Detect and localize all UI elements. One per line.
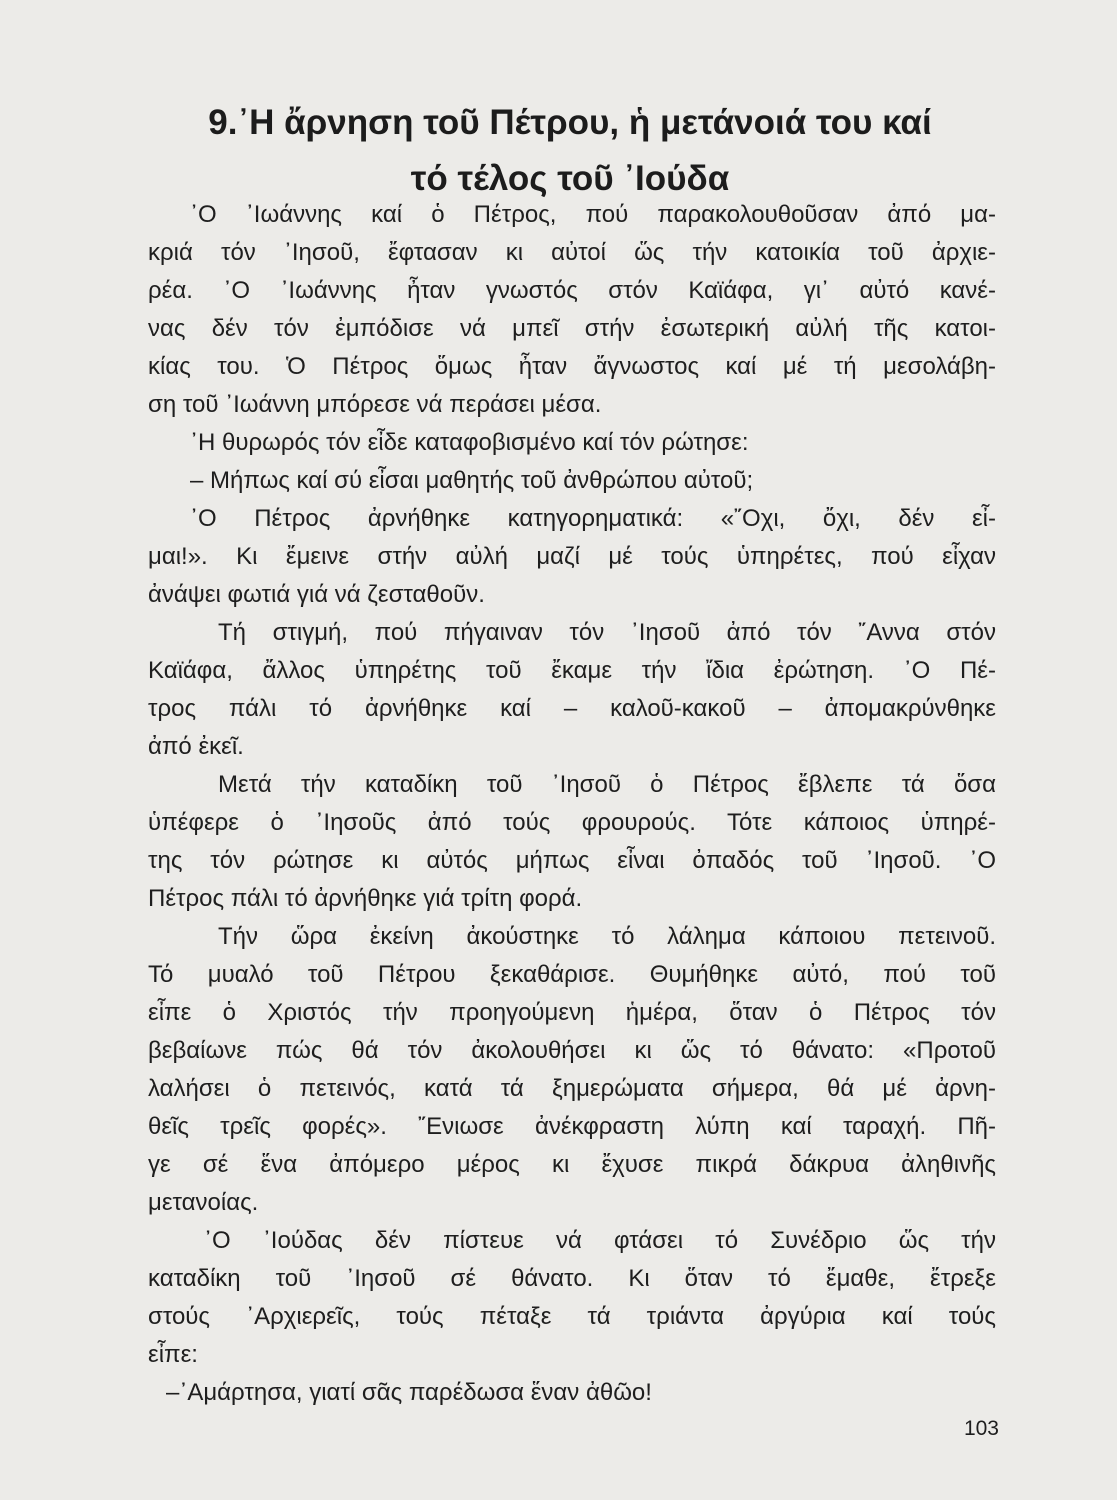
text-line: θεῖς τρεῖς φορές». ῎Ενιωσε ἀνέκφραστη λύπη καί ταραχή. Πῆ-	[148, 1113, 996, 1140]
paragraph	[148, 500, 996, 614]
chapter-title-line-2: τό τέλος τοῦ ᾽Ιούδα	[410, 159, 730, 198]
text-line: νας δέν τόν ἐμπόδισε νά μπεῖ στήν ἐσωτερική αὐλή τῆς κατοι-	[148, 315, 996, 342]
text-line: Τή στιγμή, πού πήγαιναν τόν ᾽Ιησοῦ ἀπό τόν ῎Αννα στόν	[218, 619, 996, 646]
paragraph	[148, 766, 996, 918]
text-line: ση τοῦ ᾽Ιωάννη μπόρεσε νά περάσει μέσα.	[148, 391, 602, 418]
text-line: Τό μυαλό τοῦ Πέτρου ξεκαθάρισε. Θυμήθηκε αὐτό, πού τοῦ	[148, 961, 996, 988]
text-line: ᾽Ο Πέτρος ἀρνήθηκε κατηγορηματικά: «῎Οχι, ὄχι, δέν εἶ-	[190, 505, 996, 532]
text-line: μαι!». Κι ἔμεινε στήν αὐλή μαζί μέ τούς ὑπηρέτες, πού εἶχαν	[148, 543, 996, 570]
text-line: στούς ᾽Αρχιερεῖς, τούς πέταξε τά τριάντα ἀργύρια καί τούς	[148, 1303, 996, 1330]
text-line: ᾽Ο ᾽Ιωάννης καί ὁ Πέτρος, πού παρακολουθοῦσαν ἀπό μα-	[190, 201, 996, 228]
text-line: – Μήπως καί σύ εἶσαι μαθητής τοῦ ἀνθρώπου αὐτοῦ;	[190, 467, 754, 494]
text-line: Πέτρος πάλι τό ἀρνήθηκε γιά τρίτη φορά.	[148, 885, 583, 912]
text-line: Τήν ὥρα ἐκείνη ἀκούστηκε τό λάλημα κάποιου πετεινοῦ.	[218, 923, 996, 950]
text-line: ἀπό ἐκεῖ.	[148, 733, 244, 760]
body-text	[148, 196, 996, 1412]
paragraph	[148, 462, 996, 500]
text-line: κίας του. Ὁ Πέτρος ὅμως ἦταν ἄγνωστος καί μέ τή μεσολάβη-	[148, 353, 996, 380]
text-line: εἶπε ὁ Χριστός τήν προηγούμενη ἡμέρα, ὅταν ὁ Πέτρος τόν	[148, 999, 996, 1026]
chapter-title-line-1: 9.᾽Η ἄρνηση τοῦ Πέτρου, ἡ μετάνοιά του καί	[208, 103, 932, 142]
text-line: καταδίκη τοῦ ᾽Ιησοῦ σέ θάνατο. Κι ὅταν τό ἔμαθε, ἔτρεξε	[148, 1265, 996, 1292]
paragraph	[148, 196, 996, 424]
text-line: τρος πάλι τό ἀρνήθηκε καί – καλοῦ-κακοῦ – ἀπομακρύνθηκε	[148, 695, 996, 722]
text-line: βεβαίωνε πώς θά τόν ἀκολουθήσει κι ὥς τό θάνατο: «Προτοῦ	[148, 1037, 996, 1064]
text-line: γε σέ ἕνα ἀπόμερο μέρος κι ἔχυσε πικρά δάκρυα ἀληθινῆς	[148, 1151, 996, 1178]
paragraph	[148, 614, 996, 766]
paragraph	[148, 1374, 996, 1412]
text-line: ἀνάψει φωτιά γιά νά ζεσταθοῦν.	[148, 581, 485, 608]
text-line: Καϊάφα, ἄλλος ὑπηρέτης τοῦ ἔκαμε τήν ἴδια ἐρώτηση. ᾽Ο Πέ-	[148, 657, 996, 684]
text-line: κριά τόν ᾽Ιησοῦ, ἔφτασαν κι αὐτοί ὥς τήν κατοικία τοῦ ἀρχιε-	[148, 239, 996, 266]
text-line: –᾽Αμάρτησα, γιατί σᾶς παρέδωσα ἕναν ἀθῶο!	[166, 1379, 652, 1406]
text-line: ὑπέφερε ὁ ᾽Ιησοῦς ἀπό τούς φρουρούς. Τότε κάποιος ὑπηρέ-	[148, 809, 996, 836]
text-line: ᾽Ο ᾽Ιούδας δέν πίστευε νά φτάσει τό Συνέδριο ὥς τήν	[204, 1227, 996, 1254]
text-line: ρέα. ᾽Ο ᾽Ιωάννης ἦταν γνωστός στόν Καϊάφα, γι᾽ αὐτό κανέ-	[148, 277, 996, 304]
paragraph	[148, 1222, 996, 1374]
text-line: εἶπε:	[148, 1341, 198, 1368]
text-line: μετανοίας.	[148, 1189, 259, 1216]
text-line: ᾽Η θυρωρός τόν εἶδε καταφοβισμένο καί τόν ρώτησε:	[190, 429, 749, 456]
paragraph	[148, 424, 996, 462]
paragraph	[148, 918, 996, 1222]
text-line: Μετά τήν καταδίκη τοῦ ᾽Ιησοῦ ὁ Πέτρος ἔβλεπε τά ὅσα	[218, 771, 996, 798]
page-number: 103	[963, 1417, 999, 1440]
text-line: της τόν ρώτησε κι αὐτός μήπως εἶναι ὀπαδός τοῦ ᾽Ιησοῦ. ᾽Ο	[148, 847, 996, 874]
text-line: λαλήσει ὁ πετεινός, κατά τά ξημερώματα σήμερα, θά μέ ἀρνη-	[148, 1075, 996, 1102]
chapter-title	[140, 95, 1000, 207]
